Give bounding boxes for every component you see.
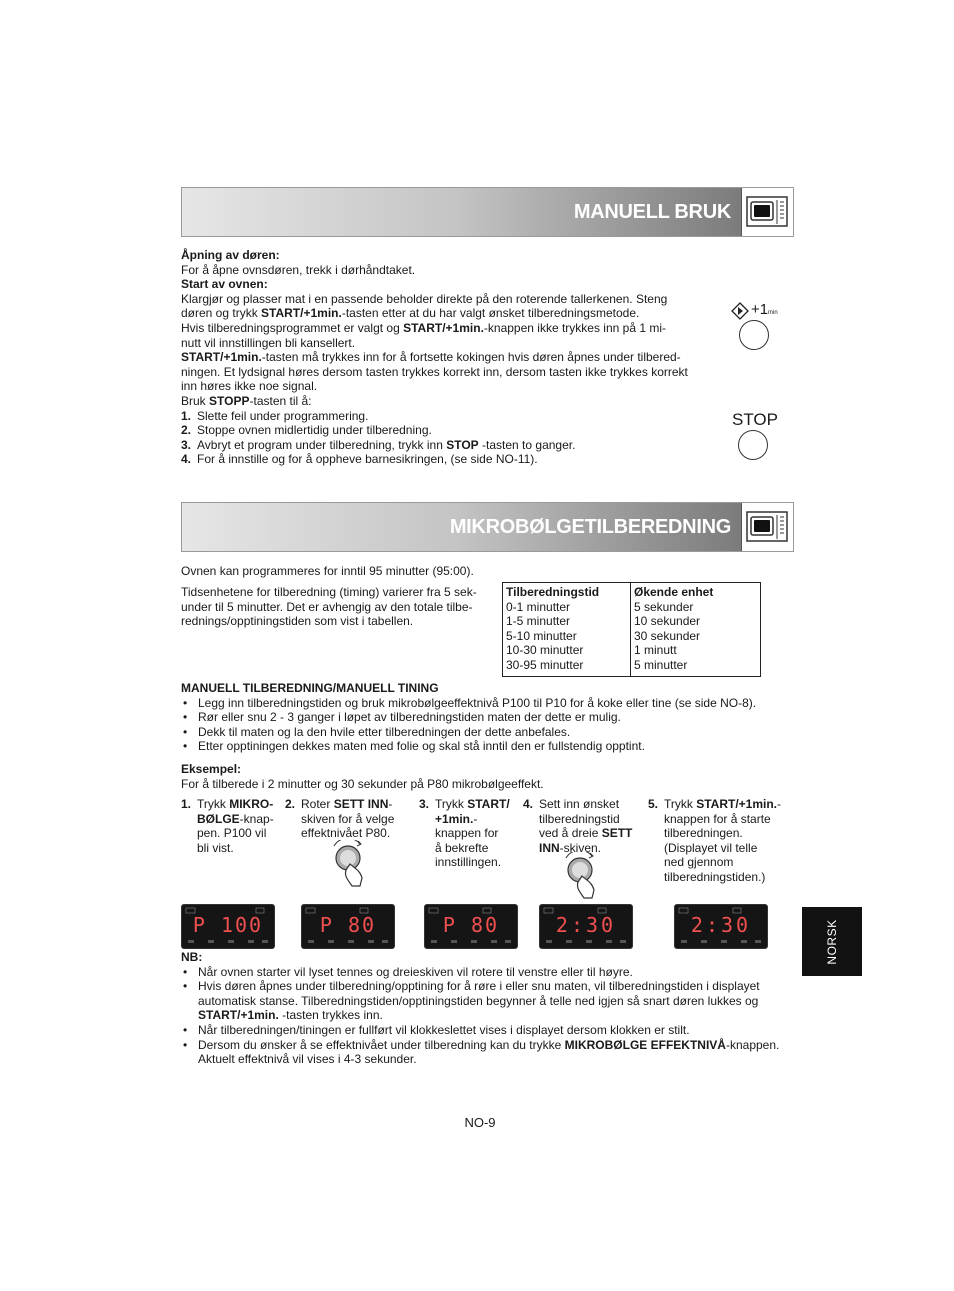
step-text-part: Roter (301, 797, 334, 811)
start-key-name: START/+1min. (403, 320, 484, 335)
table-cell: 5 minutter (631, 658, 761, 676)
example-heading: Eksempel: (181, 761, 242, 776)
step-text-part: Trykk (435, 797, 468, 811)
list-item (181, 979, 796, 1023)
lcd-display-5 (674, 904, 768, 949)
step-text-part: ved å dreie (539, 826, 602, 841)
section-title: MIKROBØLGETILBEREDNING (449, 516, 731, 538)
step-text-part: bli vist. (197, 840, 234, 855)
item-text: For å innstille og for å oppheve barnesikringen, (se side NO-11). (197, 452, 538, 467)
lcd-display-4 (539, 904, 633, 949)
display-readout: P 100 (192, 913, 264, 937)
item-number: 1. (181, 408, 192, 423)
start-p3 (181, 350, 706, 394)
list-item (181, 1038, 796, 1067)
step-text-part: - (777, 797, 782, 811)
list-item (181, 409, 706, 424)
step-key-name: START/+1min. (696, 797, 778, 811)
list-item (181, 438, 706, 453)
nb-section (181, 950, 796, 1067)
list-item: • Når tilberedningen/tiningen er fullført vil klokkeslettet vises i displayet dersom klokken er stilt. (181, 1023, 796, 1038)
start-p3-line2: ningen. Et lydsignal høres dersom tasten trykkes korrekt inn, dersom tasten ikke trykkes korrekt (181, 364, 688, 379)
start-plus1-button (739, 320, 769, 350)
display-readout: P 80 (319, 913, 377, 937)
start-key-name: START/+1min. (261, 306, 342, 321)
step-key-name: MIKRO- (229, 797, 274, 811)
step-text-part: Trykk (197, 797, 230, 811)
lcd-display-1 (181, 904, 275, 949)
table-cell: 30 sekunder (631, 629, 761, 644)
nb-bullets (181, 965, 796, 1067)
page-number: NO-9 (464, 1115, 496, 1130)
table-row (503, 600, 761, 615)
stop-button (738, 430, 768, 460)
step-text-part: effektnivået P80. (301, 826, 391, 841)
step-text-part: -knap- (239, 811, 274, 826)
step-text-part: Trykk (664, 797, 697, 811)
start-p1-line2c: -tasten etter at du har valgt ønsket tilberedningsmetode. (341, 306, 640, 321)
manual-cooking-section (181, 681, 796, 791)
start-p3-line3: inn høres ikke noe signal. (181, 379, 318, 394)
step-text-part: - (388, 797, 393, 811)
list-item: • Rør eller snu 2 - 3 ganger i løpet av tilberedningstiden maten der dette er mulig. (181, 710, 796, 725)
nb-text: -knappen. (725, 1037, 780, 1052)
step-text (435, 797, 510, 870)
list-item (181, 452, 706, 467)
step-key-name: SETT (601, 826, 633, 841)
table-cell: 10-30 minutter (506, 643, 584, 658)
language-tab-label: NORSK (825, 918, 839, 965)
table-header-cell: Tilberedningstid (506, 585, 600, 599)
step-number: 3. (419, 797, 430, 811)
section-title: MANUELL BRUK (573, 201, 731, 223)
timing-line3: rednings/opptiningstiden som vist i tabellen. (181, 614, 414, 629)
step-key-name: SETT INN (333, 797, 389, 811)
step-key-name: START/ (467, 797, 510, 811)
section-banner-manual (181, 187, 794, 237)
table-cell: 5 sekunder (631, 600, 761, 615)
display-readout: 2:30 (690, 913, 752, 937)
list-item (181, 423, 706, 438)
table-row (503, 643, 761, 658)
start-heading: Start av ovnen: (181, 277, 268, 292)
table-cell: 0-1 minutter (506, 599, 571, 614)
micro-intro: Ovnen kan programmeres for inntil 95 minutter (95:00). (181, 564, 474, 578)
lcd-display-3 (424, 904, 518, 949)
table-cell: 10 sekunder (631, 614, 761, 629)
step-text-part: (Displayet vil telle (664, 840, 758, 855)
start-p2 (181, 321, 706, 350)
stop-uses-list (181, 409, 706, 467)
stop-key-illustration (731, 410, 781, 462)
step-text (664, 797, 781, 885)
nb-text: Dersom du ønsker å se effektnivået under tilberedning kan du trykke (198, 1037, 565, 1052)
micro-timing-text (181, 585, 496, 629)
list-item: • Når ovnen starter vil lyset tennes og dreieskiven vil rotere til venstre eller til høyre. (181, 965, 796, 980)
nb-text: Aktuelt effektnivå vil vises i 4-3 sekunder. (198, 1052, 417, 1067)
step-text-part: knappen for å starte (664, 811, 771, 826)
nb-heading: NB: (181, 950, 203, 964)
stop-key-name: STOPP (209, 393, 250, 408)
display-readout: 2:30 (555, 913, 617, 937)
microwave-icon (741, 188, 793, 236)
step-text (301, 797, 394, 841)
step-key-name: +1min. (435, 811, 474, 826)
plus1-label: +1 (751, 301, 769, 318)
example-text: For å tilberede i 2 minutter og 30 sekunder på P80 mikrobølgeeffekt. (181, 776, 544, 791)
list-item: • Etter opptiningen dekkes maten med folie og skal stå inntil den er fullstendig opptint. (181, 739, 796, 754)
door-text: For å åpne ovnsdøren, trekk i dørhåndtaket. (181, 262, 416, 277)
step-text-part: å bekrefte (435, 840, 489, 855)
start-key-name: START/+1min. (181, 350, 262, 365)
lcd-display-2 (301, 904, 395, 949)
stop-intro-c: -tasten til å: (249, 393, 312, 408)
manual-cooking-bullets (181, 696, 796, 754)
plus1-sub: min (768, 310, 778, 316)
section-banner-microwave (181, 502, 794, 552)
start-p2a: Hvis tilberedningsprogrammet er valgt og (181, 320, 404, 335)
start-key-name: START/+1min. (198, 1008, 279, 1023)
step-text-part: tilberedningstid (539, 811, 620, 826)
start-p1 (181, 292, 706, 321)
step-text (197, 797, 274, 855)
display-readout: P 80 (442, 913, 500, 937)
item-text: -tasten to ganger. (478, 437, 576, 452)
step-text-part: - (473, 811, 478, 826)
item-number: 3. (181, 437, 192, 452)
start-icon (731, 302, 749, 320)
stop-intro (181, 394, 706, 409)
step-text-part: pen. P100 vil (197, 826, 267, 841)
item-text: Avbryt et program under tilberedning, trykk inn (197, 437, 447, 452)
start-plus1-key-illustration (731, 300, 791, 348)
step-text-part: innstillingen. (435, 855, 502, 870)
start-p3b: -tasten må trykkes inn for å fortsette kokingen hvis døren åpnes under tilbered- (261, 350, 681, 365)
item-text: Stoppe ovnen midlertidig under tilberedning. (197, 423, 432, 438)
step-number: 4. (523, 797, 534, 811)
step-text-part: tilberedningen. (664, 826, 743, 841)
timing-line1: Tidsenhetene for tilberedning (timing) varierer fra 5 sek- (181, 585, 477, 599)
manual-section-text (181, 248, 706, 467)
table-cell: 5-10 minutter (506, 628, 577, 643)
start-p1-line1: Klargjør og plasser mat i en passende beholder direkte på den roterende tallerkenen. Steng (181, 291, 668, 306)
step-text-part: skiven for å velge (301, 811, 395, 826)
start-p2-line2: nutt vil innstillingen bli kansellert. (181, 335, 356, 350)
step-number: 1. (181, 797, 192, 811)
timing-table (502, 582, 761, 677)
rotate-knob-hand-icon (330, 840, 370, 888)
table-cell: 1 minutt (631, 643, 761, 658)
list-item: • Legg inn tilberedningstiden og bruk mikrobølgeeffektnivå P100 til P10 for å koke eller tine (se side NO-8). (181, 696, 796, 711)
door-heading: Åpning av døren: (181, 248, 280, 262)
table-row (503, 629, 761, 644)
timing-line2: under til 5 minutter. Det er avhengig av den totale tilbe- (181, 599, 473, 614)
step-key-name: INN (539, 840, 560, 855)
step-text-part: ned gjennom (664, 855, 734, 870)
step-number: 5. (648, 797, 659, 811)
step-key-name: BØLGE (197, 811, 240, 826)
step-text (539, 797, 632, 855)
item-number: 2. (181, 423, 192, 438)
item-number: 4. (181, 452, 192, 467)
start-p1-line2a: døren og trykk (181, 306, 262, 321)
step-number: 2. (285, 797, 296, 811)
power-key-name: MIKROBØLGE EFFEKTNIVÅ (564, 1037, 726, 1052)
rotate-knob-hand-icon (562, 852, 602, 900)
stop-intro-a: Bruk (181, 393, 210, 408)
start-p2c: -knappen ikke trykkes inn på 1 mi- (483, 320, 666, 335)
step-text-part: knappen for (435, 826, 499, 841)
item-text: Slette feil under programmering. (197, 408, 369, 423)
table-cell: 1-5 minutter (506, 614, 571, 629)
nb-text: -tasten trykkes inn. (278, 1008, 383, 1023)
table-row (503, 614, 761, 629)
table-header-cell: Økende enhet (631, 583, 761, 600)
step-text-part: -skiven. (559, 840, 602, 855)
microwave-icon (741, 503, 793, 551)
manual-cooking-heading: MANUELL TILBEREDNING/MANUELL TINING (181, 681, 439, 695)
nb-text: automatisk stanse. Tilberedningstiden/opptiningstiden begynner å telle ned igjen så snart døren lukkes og (198, 993, 759, 1008)
step-text-part: tilberedningstiden.) (664, 869, 766, 884)
stop-key-name: STOP (446, 437, 479, 452)
table-cell: 30-95 minutter (506, 657, 584, 672)
table-row (503, 658, 761, 676)
nb-text: Hvis døren åpnes under tilberedning/opptining for å røre i eller snu maten, vil tilberedningstiden i displayet (198, 979, 760, 994)
table-header-row (503, 583, 761, 600)
list-item: • Dekk til maten og la den hvile etter tilberedningen der dette anbefales. (181, 725, 796, 740)
step-text-part: Sett inn ønsket (539, 797, 620, 811)
stop-label: STOP (732, 410, 778, 429)
language-tab (802, 907, 862, 976)
